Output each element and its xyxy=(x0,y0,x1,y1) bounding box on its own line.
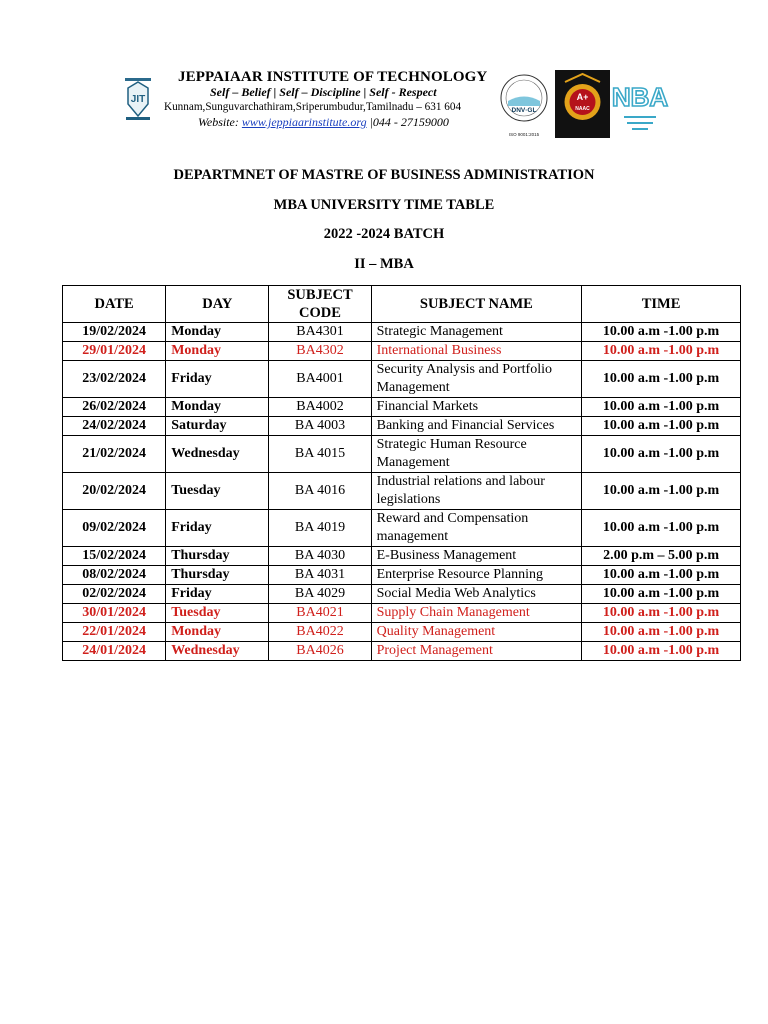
exam-time: 10.00 a.m -1.00 p.m xyxy=(582,323,741,342)
table-row xyxy=(63,510,741,547)
subject-name: E-Business Management xyxy=(371,547,581,566)
table-row xyxy=(63,473,741,510)
subject-code: BA 4030 xyxy=(269,547,371,566)
timetable-body xyxy=(63,323,741,661)
table-row xyxy=(63,642,741,661)
exam-time: 10.00 a.m -1.00 p.m xyxy=(582,342,741,361)
exam-day: Monday xyxy=(166,342,269,361)
exam-date: 19/02/2024 xyxy=(63,323,166,342)
header-date: DATE xyxy=(63,286,166,323)
department-heading: DEPARTMNET OF MASTRE OF BUSINESS ADMINISTRATION xyxy=(173,167,595,183)
institute-address: Kunnam,Sunguvarchathiram,Sriperumbudur,Tamilnadu – 631 604 xyxy=(164,101,462,113)
svg-text:JIT: JIT xyxy=(130,94,146,105)
exam-time: 10.00 a.m -1.00 p.m xyxy=(582,417,741,436)
subject-code: BA4002 xyxy=(269,398,371,417)
exam-day: Tuesday xyxy=(166,473,269,510)
subject-name: Enterprise Resource Planning xyxy=(371,566,581,585)
exam-time: 10.00 a.m -1.00 p.m xyxy=(582,436,741,473)
exam-time: 10.00 a.m -1.00 p.m xyxy=(582,623,741,642)
subject-code: BA4022 xyxy=(269,623,371,642)
exam-date: 08/02/2024 xyxy=(63,566,166,585)
institute-phone: |044 - 27159000 xyxy=(366,115,449,129)
table-row xyxy=(63,623,741,642)
exam-date: 24/01/2024 xyxy=(63,642,166,661)
table-row xyxy=(63,566,741,585)
exam-day: Tuesday xyxy=(166,604,269,623)
jit-logo xyxy=(122,74,154,124)
exam-date: 02/02/2024 xyxy=(63,585,166,604)
subject-code: BA 4019 xyxy=(269,510,371,547)
exam-date: 15/02/2024 xyxy=(63,547,166,566)
subject-code: BA4026 xyxy=(269,642,371,661)
exam-day: Friday xyxy=(166,361,269,398)
website-prefix: Website: xyxy=(198,115,242,129)
table-row xyxy=(63,585,741,604)
exam-day: Wednesday xyxy=(166,642,269,661)
svg-text:NAAC: NAAC xyxy=(575,106,590,112)
exam-time: 10.00 a.m -1.00 p.m xyxy=(582,473,741,510)
table-row xyxy=(63,323,741,342)
exam-day: Monday xyxy=(166,623,269,642)
exam-date: 22/01/2024 xyxy=(63,623,166,642)
subject-code: BA 4029 xyxy=(269,585,371,604)
subject-code: BA 4016 xyxy=(269,473,371,510)
exam-date: 26/02/2024 xyxy=(63,398,166,417)
table-row xyxy=(63,342,741,361)
svg-text:A+: A+ xyxy=(576,92,589,102)
exam-day: Saturday xyxy=(166,417,269,436)
table-row xyxy=(63,547,741,566)
table-row xyxy=(63,436,741,473)
nba-logo xyxy=(611,68,669,138)
subject-code: BA 4003 xyxy=(269,417,371,436)
table-row xyxy=(63,604,741,623)
exam-time: 10.00 a.m -1.00 p.m xyxy=(582,642,741,661)
subject-name: Social Media Web Analytics xyxy=(371,585,581,604)
subject-name: International Business xyxy=(371,342,581,361)
header-time: TIME xyxy=(582,286,741,323)
table-row xyxy=(63,398,741,417)
exam-time: 10.00 a.m -1.00 p.m xyxy=(582,361,741,398)
subject-code: BA4001 xyxy=(269,361,371,398)
exam-day: Thursday xyxy=(166,566,269,585)
institute-info xyxy=(164,70,494,130)
exam-time: 10.00 a.m -1.00 p.m xyxy=(582,604,741,623)
institute-name: JEPPAIAAR INSTITUTE OF TECHNOLOGY xyxy=(178,69,488,85)
exam-day: Monday xyxy=(166,398,269,417)
header-day: DAY xyxy=(166,286,269,323)
exam-time: 10.00 a.m -1.00 p.m xyxy=(582,585,741,604)
institute-motto: Self – Belief | Self – Discipline | Self - Respect xyxy=(210,85,437,99)
header-subject-code: SUBJECT CODE xyxy=(269,286,371,323)
subject-name: Financial Markets xyxy=(371,398,581,417)
subject-name: Security Analysis and Portfolio Management xyxy=(371,361,581,398)
exam-time: 10.00 a.m -1.00 p.m xyxy=(582,510,741,547)
table-row xyxy=(63,361,741,398)
exam-date: 23/02/2024 xyxy=(63,361,166,398)
exam-date: 24/02/2024 xyxy=(63,417,166,436)
subject-name: Strategic Management xyxy=(371,323,581,342)
header-subject-name: SUBJECT NAME xyxy=(371,286,581,323)
exam-date: 20/02/2024 xyxy=(63,473,166,510)
subject-code: BA4302 xyxy=(269,342,371,361)
dnv-gl-certification-logo xyxy=(499,68,549,140)
subject-code: BA 4015 xyxy=(269,436,371,473)
timetable xyxy=(62,285,741,661)
exam-day: Friday xyxy=(166,510,269,547)
subject-name: Quality Management xyxy=(371,623,581,642)
exam-date: 21/02/2024 xyxy=(63,436,166,473)
exam-date: 29/01/2024 xyxy=(63,342,166,361)
exam-time: 10.00 a.m -1.00 p.m xyxy=(582,566,741,585)
subject-name: Industrial relations and labour legislations xyxy=(371,473,581,510)
table-row xyxy=(63,417,741,436)
exam-day: Wednesday xyxy=(166,436,269,473)
subject-code: BA4301 xyxy=(269,323,371,342)
svg-text:DNV·GL: DNV·GL xyxy=(511,107,537,114)
timetable-title: MBA UNIVERSITY TIME TABLE xyxy=(273,197,495,213)
subject-name: Strategic Human Resource Management xyxy=(371,436,581,473)
exam-time: 2.00 p.m – 5.00 p.m xyxy=(582,547,741,566)
subject-name: Supply Chain Management xyxy=(371,604,581,623)
svg-text:ISO 9001:2015: ISO 9001:2015 xyxy=(508,132,540,137)
table-header-row xyxy=(63,286,741,323)
subject-name: Banking and Financial Services xyxy=(371,417,581,436)
exam-day: Thursday xyxy=(166,547,269,566)
batch-heading: 2022 -2024 BATCH xyxy=(323,226,445,242)
subject-code: BA4021 xyxy=(269,604,371,623)
institute-website-line xyxy=(164,115,494,130)
exam-date: 30/01/2024 xyxy=(63,604,166,623)
website-link[interactable]: www.jeppiaarinstitute.org xyxy=(241,115,367,129)
exam-day: Monday xyxy=(166,323,269,342)
exam-date: 09/02/2024 xyxy=(63,510,166,547)
exam-day: Friday xyxy=(166,585,269,604)
letterhead xyxy=(122,68,667,142)
exam-time: 10.00 a.m -1.00 p.m xyxy=(582,398,741,417)
subject-name: Project Management xyxy=(371,642,581,661)
svg-text:NBA: NBA xyxy=(611,82,669,112)
naac-logo xyxy=(555,70,610,138)
year-heading: II – MBA xyxy=(354,256,414,272)
subject-name: Reward and Compensation management xyxy=(371,510,581,547)
subject-code: BA 4031 xyxy=(269,566,371,585)
